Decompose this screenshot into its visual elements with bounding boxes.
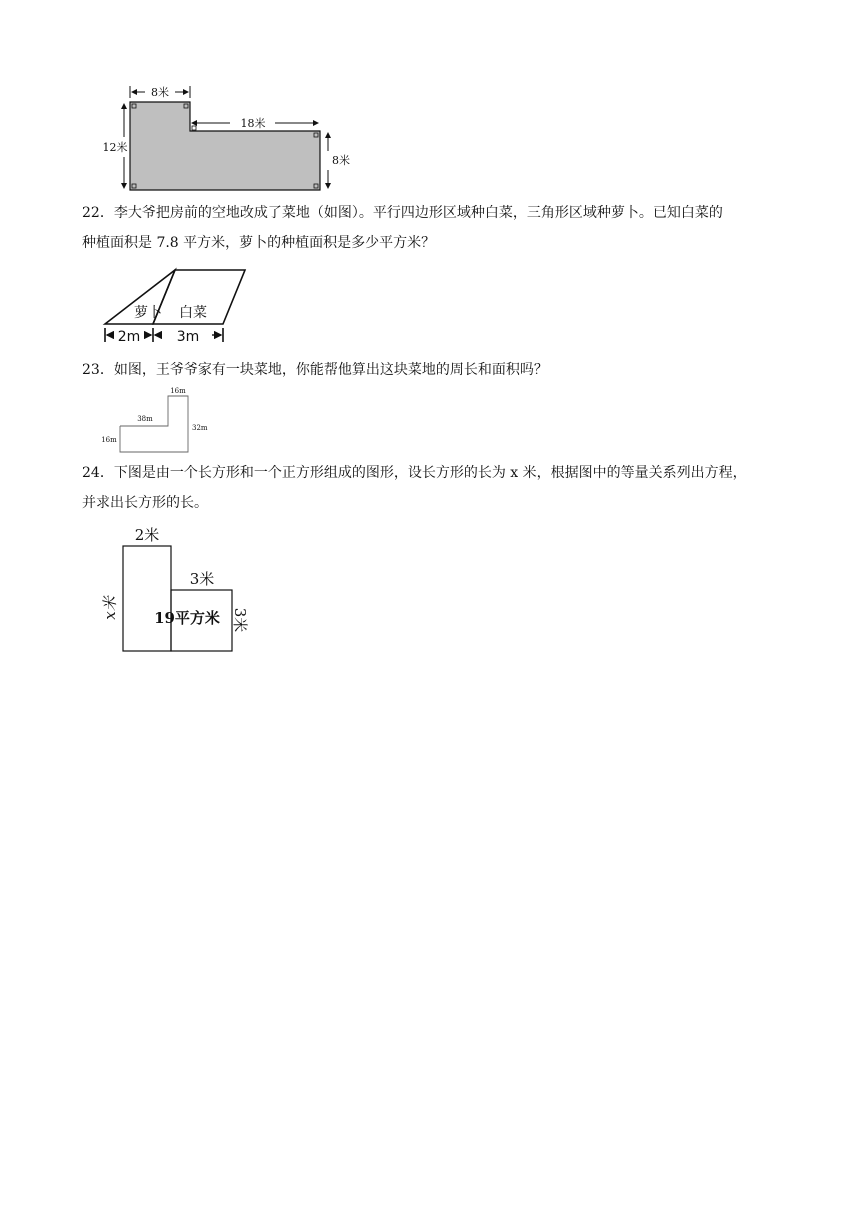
q24-figure <box>95 522 260 657</box>
fig22-parallelogram-label: 白菜 <box>179 305 207 321</box>
q24-text <box>82 458 812 518</box>
q24-line1: 下图是由一个长方形和一个正方形组成的图形，设长方形的长为 x 米，根据图中的等量关系列出方程， <box>113 465 747 481</box>
tall-rectangle <box>123 546 171 651</box>
q22-figure <box>100 262 250 348</box>
fig22-base-right: 3m <box>176 329 200 345</box>
fig21-long-width: 18米 <box>240 117 266 130</box>
fig22-base-left: 2m <box>117 329 141 345</box>
q22-line2: 种植面积是 7.8 平方米，萝卜的种植面积是多少平方米？ <box>82 235 436 251</box>
fig24-area: 19平方米 <box>154 609 220 627</box>
q23-text <box>82 355 812 385</box>
q22-number: 22． <box>82 205 114 221</box>
q24-line2: 并求出长方形的长。 <box>82 495 208 511</box>
fig21-top-width: 8米 <box>151 86 169 99</box>
fig23-left: 16m <box>101 436 117 444</box>
l-shape <box>130 102 320 190</box>
fig21-left-height: 12米 <box>102 141 128 154</box>
q24-number: 24． <box>82 465 114 481</box>
fig24-square-top: 3米 <box>189 570 215 588</box>
fig24-rect-height: x米 <box>101 596 119 620</box>
q22-text <box>82 198 812 258</box>
fig24-rect-width: 2米 <box>134 526 160 544</box>
q23-figure <box>98 384 218 456</box>
fig23-top: 16m <box>170 387 186 395</box>
l-plot <box>120 396 188 452</box>
q23-number: 23． <box>82 362 114 378</box>
q22-line1: 李大爷把房前的空地改成了菜地（如图）。平行四边形区域种白菜，三角形区域种萝卜。已知白菜的 <box>113 205 723 221</box>
q23-line1: 如图，王爷爷家有一块菜地，你能帮他算出这块菜地的周长和面积吗？ <box>113 362 548 378</box>
fig23-right: 32m <box>192 424 208 432</box>
q21-figure <box>95 82 355 197</box>
fig23-middle: 38m <box>137 415 153 423</box>
fig24-square-side: 3米 <box>231 607 249 633</box>
fig22-triangle-label: 萝卜 <box>134 305 162 321</box>
fig21-right-height: 8米 <box>332 154 350 167</box>
